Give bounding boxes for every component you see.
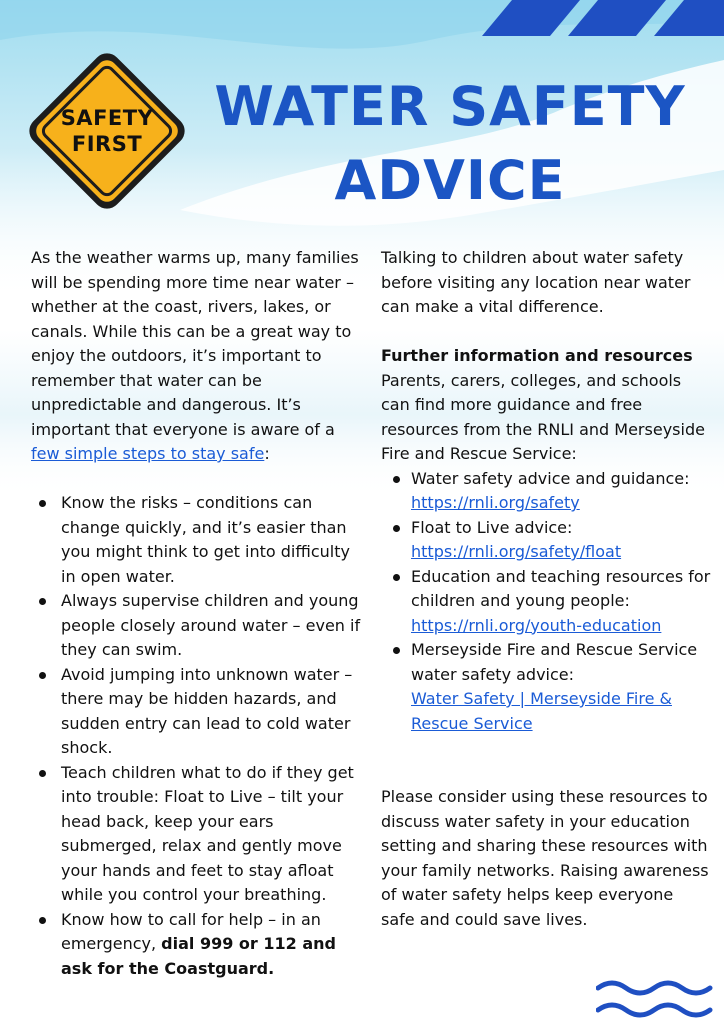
resource-label: Education and teaching resources for children and young people: [411, 566, 711, 610]
intro-paragraph [31, 246, 366, 467]
rnli-youth-education-link[interactable]: https://rnli.org/youth-education [411, 615, 662, 635]
rnli-float-link[interactable]: https://rnli.org/safety/float [411, 542, 622, 561]
safety-sign-label [18, 42, 196, 220]
title-line-2: ADVICE [334, 149, 566, 212]
list-item: Know the risks – conditions can change quickly, and it’s easier than you might think to get into difficulty in open water. [31, 491, 366, 589]
closing-paragraph: Please consider using these resources to discuss water safety in your education setting and sharing these resources with your family networks. Raising awareness of water safety helps keep everyone safe and could save lives. [381, 787, 709, 929]
intro-end: : [264, 444, 270, 463]
right-column [381, 246, 711, 932]
emergency-number-text: dial 999 or 112 and ask for the Coastguard. [61, 934, 336, 978]
list-item [381, 516, 711, 565]
safety-tips-list [31, 491, 366, 981]
diagonal-stripes [464, 0, 724, 36]
list-item [31, 908, 366, 982]
title-line-1: WATER SAFETY [214, 75, 686, 138]
wave-lines-icon [596, 976, 716, 1020]
sign-line-2: FIRST [71, 132, 143, 156]
list-item: Avoid jumping into unknown water – there may be hidden hazards, and sudden entry can lead to cold water shock. [31, 663, 366, 761]
stay-safe-link[interactable]: few simple steps to stay safe [31, 444, 265, 463]
call-help-text: Know how to call for help – in an emergency, [61, 909, 321, 953]
list-item [381, 467, 711, 516]
page-title [200, 70, 700, 218]
resource-label: Merseyside Fire and Rescue Service water safety advice: [411, 640, 698, 684]
sign-line-1: SAFETY [60, 106, 154, 130]
left-column [31, 246, 366, 981]
list-item: Teach children what to do if they get into trouble: Float to Live – tilt your head back, keep your ears submerged, relax and gently move your hands and feet to stay afloat while you control your breathing. [31, 761, 366, 908]
list-item: Always supervise children and young people closely around water – even if they can swim. [31, 589, 366, 663]
resource-label: Float to Live advice: [411, 517, 573, 537]
rnli-safety-link[interactable]: https://rnli.org/safety [411, 493, 580, 512]
list-item [381, 565, 711, 639]
resources-heading: Further information and resources [381, 346, 693, 365]
list-item [381, 638, 711, 736]
merseyside-fire-link[interactable]: Water Safety | Merseyside Fire & Rescue Service [411, 689, 672, 733]
resources-list [381, 467, 711, 737]
resources-paragraph: Parents, carers, colleges, and schools can find more guidance and free resources from the RNLI and Merseyside Fire and Rescue Service: [381, 370, 705, 463]
resource-label: Water safety advice and guidance: [411, 468, 690, 488]
right-intro-paragraph: Talking to children about water safety before visiting any location near water can make a vital difference. [381, 248, 691, 316]
intro-text: As the weather warms up, many families will be spending more time near water – whether at the coast, rivers, lakes, or canals. While this can be a great way to enjoy the outdoors, it’s important to remember that water can be unpredictable and dangerous. It’s important that everyone is aware of a [31, 248, 359, 439]
